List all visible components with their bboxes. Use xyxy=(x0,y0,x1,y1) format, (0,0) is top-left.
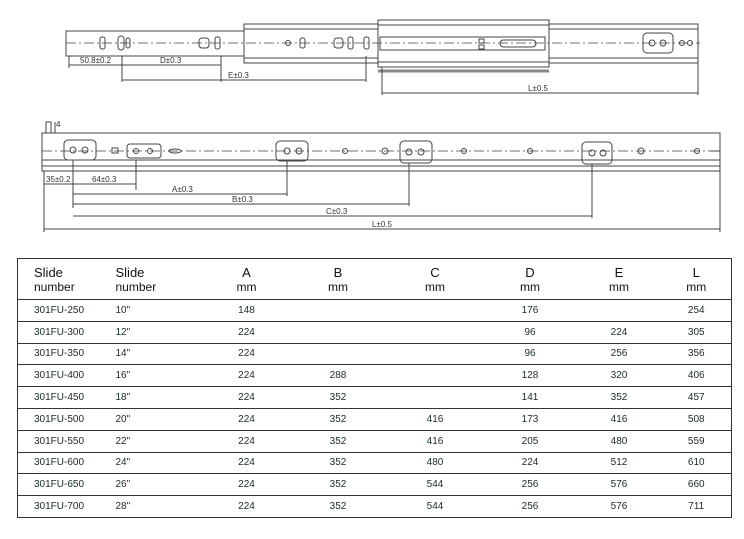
inner-member xyxy=(66,31,244,56)
cell-l: 660 xyxy=(662,474,732,496)
slide-drawing-svg xyxy=(0,0,744,245)
cell-slide-number: 301FU-700 xyxy=(34,501,85,513)
cell-a: 224 xyxy=(204,452,290,474)
cell-slide-size: 18" xyxy=(106,387,204,409)
cell-c: 480 xyxy=(387,452,484,474)
dim-d-label: D±0.3 xyxy=(160,56,182,65)
col-l: L mm xyxy=(662,259,732,300)
cell-e xyxy=(577,300,662,322)
cell-d: 256 xyxy=(484,474,577,496)
dim-l-top-label: L±0.5 xyxy=(528,84,548,93)
cell-slide-size: 16" xyxy=(106,365,204,387)
cell-slide-number: 301FU-250 xyxy=(18,300,106,322)
cell-a: 224 xyxy=(204,408,290,430)
cell-c: 544 xyxy=(426,501,444,513)
technical-drawing xyxy=(0,0,744,245)
cell-l: 356 xyxy=(662,343,732,365)
cell-e: 576 xyxy=(610,501,628,513)
cell-b: 352 xyxy=(290,387,387,409)
cell-l: 508 xyxy=(662,408,732,430)
col-d: D mm xyxy=(484,259,577,300)
cell-slide-number: 301FU-350 xyxy=(18,343,106,365)
cell-a: 224 xyxy=(204,387,290,409)
table-row xyxy=(18,408,732,430)
table-row xyxy=(18,343,732,365)
table-body xyxy=(18,300,732,518)
cell-slide-number: 301FU-400 xyxy=(18,365,106,387)
cell-e: 576 xyxy=(577,474,662,496)
cell-e: 224 xyxy=(577,321,662,343)
cell-c xyxy=(387,343,484,365)
col-e: E mm xyxy=(577,259,662,300)
cell-a: 148 xyxy=(204,300,290,322)
cell-b: 352 xyxy=(290,474,387,496)
cell-e: 480 xyxy=(577,430,662,452)
outer-member xyxy=(549,24,698,63)
cell-c: 544 xyxy=(387,474,484,496)
table-row xyxy=(18,474,732,496)
dim-e-label: E±0.3 xyxy=(228,71,249,80)
intermediate-member xyxy=(378,20,549,67)
cell-slide-number: 301FU-300 xyxy=(18,321,106,343)
cell-d: 176 xyxy=(484,300,577,322)
cell-a: 224 xyxy=(204,321,290,343)
cell-l: 305 xyxy=(662,321,732,343)
cell-l: 711 xyxy=(688,501,705,513)
cell-l: 406 xyxy=(662,365,732,387)
cell-b xyxy=(290,300,387,322)
dim-c-label: C±0.3 xyxy=(326,207,348,216)
side-member xyxy=(42,133,720,171)
col-b: B mm xyxy=(290,259,387,300)
dim-b-label: B±0.3 xyxy=(232,195,253,204)
table-row xyxy=(18,496,732,518)
cell-b: 352 xyxy=(290,452,387,474)
cell-b: 288 xyxy=(290,365,387,387)
cell-d: 173 xyxy=(484,408,577,430)
cell-slide-size: 26" xyxy=(106,474,204,496)
col-a: A mm xyxy=(204,259,290,300)
cell-c xyxy=(387,387,484,409)
cell-l: 457 xyxy=(662,387,732,409)
cell-b xyxy=(290,343,387,365)
table-row xyxy=(18,365,732,387)
col-c: C mm xyxy=(387,259,484,300)
cell-c: 416 xyxy=(387,408,484,430)
cell-c xyxy=(387,300,484,322)
cell-a: 224 xyxy=(238,501,255,513)
cell-a: 224 xyxy=(204,430,290,452)
dim-4-label: 4 xyxy=(56,120,61,129)
intermediate-member-left xyxy=(244,24,378,63)
cell-d: 141 xyxy=(484,387,577,409)
cell-slide-size: 24" xyxy=(106,452,204,474)
cell-b: 352 xyxy=(329,501,347,513)
cell-b xyxy=(290,321,387,343)
dim-50-label: 50.8±0.2 xyxy=(80,56,112,65)
cell-a: 224 xyxy=(204,474,290,496)
cell-d: 256 xyxy=(521,501,539,513)
dim-l-side-label: L±0.5 xyxy=(372,220,392,229)
table-row xyxy=(18,300,732,322)
cell-d: 96 xyxy=(484,343,577,365)
col-slide-number: Slide number xyxy=(18,259,106,300)
dim-35-label: 35±0.2 xyxy=(46,175,71,184)
cell-e: 320 xyxy=(577,365,662,387)
table-row xyxy=(18,387,732,409)
cell-l: 610 xyxy=(662,452,732,474)
cell-b: 352 xyxy=(290,408,387,430)
cell-slide-number: 301FU-450 xyxy=(18,387,106,409)
cell-b: 352 xyxy=(290,430,387,452)
cell-slide-size: 20" xyxy=(106,408,204,430)
cell-a: 224 xyxy=(204,365,290,387)
cell-d: 128 xyxy=(484,365,577,387)
cell-slide-size: 14" xyxy=(106,343,204,365)
cell-slide-size: 22" xyxy=(106,430,204,452)
cell-l: 254 xyxy=(662,300,732,322)
cell-l: 559 xyxy=(662,430,732,452)
cell-e: 352 xyxy=(577,387,662,409)
table-row xyxy=(18,321,732,343)
cell-d: 224 xyxy=(484,452,577,474)
table-row xyxy=(18,452,732,474)
cell-slide-size: 10" xyxy=(106,300,204,322)
side-flange xyxy=(46,122,51,133)
table-row xyxy=(18,430,732,452)
spec-table xyxy=(17,258,732,518)
dim-a-label: A±0.3 xyxy=(172,185,193,194)
cell-c xyxy=(387,321,484,343)
col-slide-size: Slide number xyxy=(106,259,204,300)
cell-slide-number: 301FU-500 xyxy=(18,408,106,430)
cell-e: 256 xyxy=(577,343,662,365)
cell-slide-size: 12" xyxy=(106,321,204,343)
cell-e: 512 xyxy=(577,452,662,474)
cell-d: 205 xyxy=(484,430,577,452)
cell-c: 416 xyxy=(387,430,484,452)
table-header-row xyxy=(18,259,732,300)
cell-e: 416 xyxy=(577,408,662,430)
cell-a: 224 xyxy=(204,343,290,365)
cell-c xyxy=(387,365,484,387)
cell-slide-size: 28" xyxy=(115,501,131,513)
cell-d: 96 xyxy=(484,321,577,343)
dim-64-label: 64±0.3 xyxy=(92,175,117,184)
cell-slide-number: 301FU-600 xyxy=(18,452,106,474)
cell-slide-number: 301FU-650 xyxy=(18,474,106,496)
cell-slide-number: 301FU-550 xyxy=(18,430,106,452)
